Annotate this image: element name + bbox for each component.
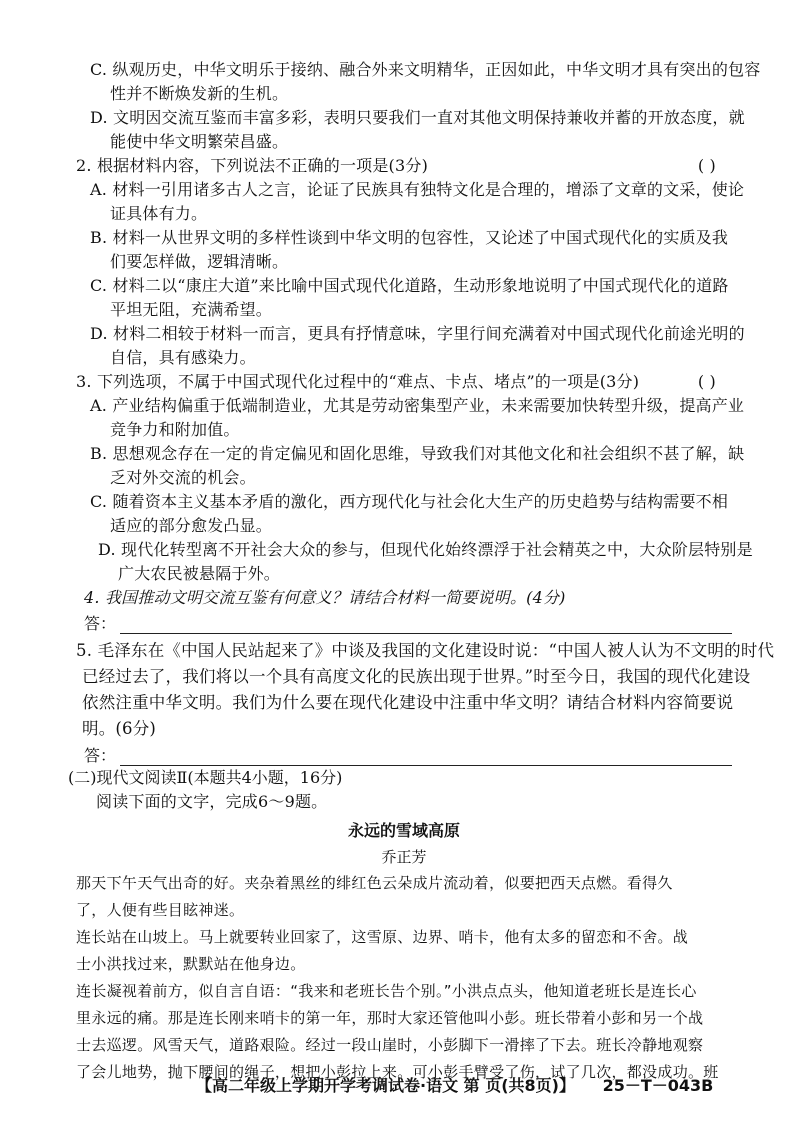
q2-stem <box>76 154 732 178</box>
q1-option-c-line1: C. 纵观历史，中华文明乐于接纳、融合外来文明精华，正因如此，中华文明才具有突出的包容 <box>90 60 761 79</box>
q3-option-b-line1: B. 思想观念存在一定的肯定偏见和固化思维，导致我们对其他文化和社会组织不甚了解，缺 <box>90 444 745 463</box>
section2-instruction: 阅读下面的文字，完成6～9题。 <box>96 792 328 811</box>
q1-option-c-line2: 性并不断焕发新的生机。 <box>110 84 289 103</box>
story-p3-line2: 里永远的痛。那是连长刚来哨卡的第一年，那时大家还管他叫小彭。班长带着小彭和另一个战 <box>76 1009 704 1027</box>
story-p1-line1: 那天下午天气出奇的好。夹杂着黑丝的绯红色云朵成片流动着，似要把西天点燃。看得久 <box>76 874 673 892</box>
q3-option-c-line2: 适应的部分愈发凸显。 <box>110 516 273 535</box>
q5-line3: 依然注重中华文明。我们为什么要在现代化建设中注重中华文明？请结合材料内容简要说 <box>82 693 734 712</box>
footer-paper-code: 25－T－043B <box>602 1076 714 1095</box>
q3-stem-text: 3. 下列选项，不属于中国式现代化过程中的“难点、卡点、堵点”的一项是(3分) <box>76 372 640 391</box>
q5-line2: 已经过去了，我们将以一个具有高度文化的民族出现于世界。”时至今日，我国的现代化建设 <box>82 667 751 686</box>
q2-option-d-line2: 自信，具有感染力。 <box>110 348 256 367</box>
passage-author: 乔正芳 <box>381 848 427 866</box>
q3-answer-paren[interactable]: ( ) <box>697 372 716 391</box>
q4-answer-area[interactable] <box>76 610 732 634</box>
q2-option-d-line1: D. 材料二相较于材料一而言，更具有抒情意味，字里行间充满着对中国式现代化前途光明的 <box>90 324 745 343</box>
section2-heading: (二)现代文阅读Ⅱ(本题共4小题，16分) <box>68 768 343 787</box>
q4-answer-line[interactable] <box>120 615 732 634</box>
q1-option-d-line1: D. 文明因交流互鉴而丰富多彩，表明只要我们一直对其他文明保持兼收并蓄的开放态度，就 <box>90 108 745 127</box>
q3-option-d-line2: 广大农民被悬隔于外。 <box>118 564 281 583</box>
story-p1-line2: 了，人便有些目眩神迷。 <box>76 901 245 919</box>
story-p3-line1: 连长凝视着前方，似自言自语：“我来和老班长告个别。”小洪点点头，他知道老班长是连长心 <box>76 982 697 1000</box>
q5-line1: 5. 毛泽东在《中国人民站起来了》中谈及我国的文化建设时说：“中国人被人认为不文明的时代 <box>76 641 775 660</box>
passage-title: 永远的雪域高原 <box>347 821 460 840</box>
q3-option-b-line2: 乏对外交流的机会。 <box>110 468 256 487</box>
story-p3-line4: 了会儿地势，抛下腰间的绳子，想把小彭拉上来。可小彭手臂受了伤，试了几次，都没成功。班 <box>76 1063 719 1081</box>
story-p2-line2: 士小洪找过来，默默站在他身边。 <box>76 955 306 973</box>
q2-option-b-line1: B. 材料一从世界文明的多样性谈到中华文明的包容性，又论述了中国式现代化的实质及我 <box>90 228 729 247</box>
q3-stem <box>76 370 732 394</box>
q5-answer-label: 答： <box>84 746 117 765</box>
q2-answer-paren[interactable]: ( ) <box>697 156 716 175</box>
q2-option-b-line2: 们要怎样做，逻辑清晰。 <box>110 252 289 271</box>
footer-exam-info: 【高二年级上学期开学考调试卷·语文 第 页(共8页)】 <box>196 1076 575 1095</box>
page-footer <box>196 1073 713 1096</box>
q2-option-c-line1: C. 材料二以“康庄大道”来比喻中国式现代化道路，生动形象地说明了中国式现代化的道路 <box>90 276 729 295</box>
q3-option-d-line1: D. 现代化转型离不开社会大众的参与，但现代化始终漂浮于社会精英之中，大众阶层特别是 <box>98 540 753 559</box>
q2-option-a-line2: 证具体有力。 <box>110 204 208 223</box>
q2-option-c-line2: 平坦无阻，充满希望。 <box>110 300 273 319</box>
q3-option-a-line2: 竞争力和附加值。 <box>110 420 240 439</box>
q1-option-d-line2: 能使中华文明繁荣昌盛。 <box>110 132 289 151</box>
q4-stem: 4. 我国推动文明交流互鉴有何意义？请结合材料一简要说明。(4分) <box>84 588 566 607</box>
q3-option-a-line1: A. 产业结构偏重于低端制造业，尤其是劳动密集型产业，未来需要加快转型升级，提高产业 <box>90 396 745 415</box>
q4-answer-label: 答： <box>84 614 117 633</box>
q5-line4: 明。(6分) <box>82 719 157 738</box>
q5-answer-area[interactable] <box>76 742 732 766</box>
q5-answer-line[interactable] <box>120 747 732 766</box>
q3-option-c-line1: C. 随着资本主义基本矛盾的激化，西方现代化与社会化大生产的历史趋势与结构需要不相 <box>90 492 729 511</box>
q2-stem-text: 2. 根据材料内容，下列说法不正确的一项是(3分) <box>76 156 429 175</box>
story-p2-line1: 连长站在山坡上。马上就要转业回家了，这雪原、边界、哨卡，他有太多的留恋和不舍。战 <box>76 928 689 946</box>
story-p3-line3: 士去巡逻。风雪天气，道路艰险。经过一段山崖时，小彭脚下一滑摔了下去。班长冷静地观察 <box>76 1036 704 1054</box>
q2-option-a-line1: A. 材料一引用诸多古人之言，论证了民族具有独特文化是合理的，增添了文章的文采，使论 <box>90 180 745 199</box>
